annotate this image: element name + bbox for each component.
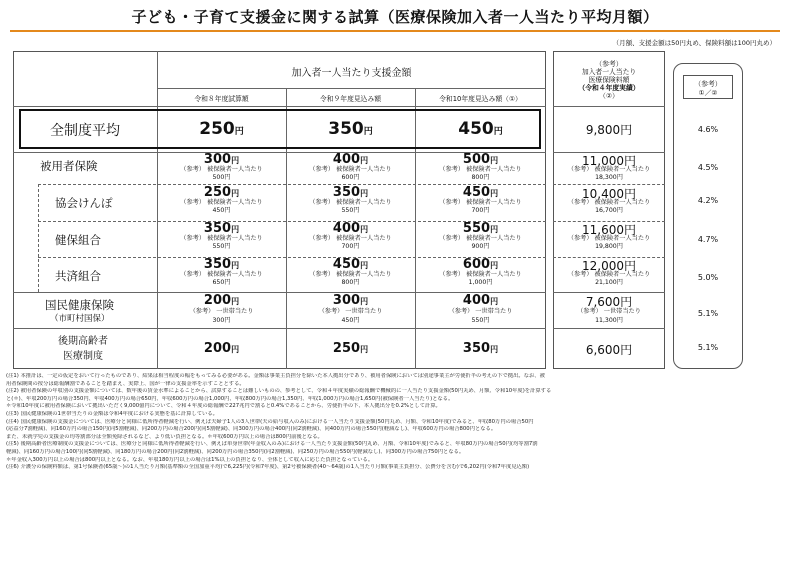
emp-s1-label: （参考） 被保険者一人当たり: [180, 166, 263, 173]
divider: [553, 106, 665, 107]
kyosai-s1-label: （参考） 被保険者一人当たり: [180, 271, 263, 278]
ref-kokuho-sub-label: （参考） 一世帯当たり: [577, 308, 641, 315]
kokuho-v3: 400円: [462, 293, 499, 308]
header-main: 加入者一人当たり支援金額: [291, 68, 412, 79]
header-col3: 令和10年度見込み額（①）: [439, 95, 522, 103]
ratio-column: [673, 63, 743, 369]
row-label-kyosai: 共済組合: [55, 269, 101, 283]
row-label-kyokai: 協会けんぽ: [55, 196, 113, 210]
row-label-koki: 後期高齢者: [58, 336, 108, 347]
ratio-kyokai: 4.2%: [697, 196, 719, 205]
divider: [157, 88, 546, 89]
kenpo-v1: 350円: [203, 221, 240, 236]
ref-kenpo-sub: 19,800円: [595, 243, 623, 250]
note-line: (注2) 被用者保険の年収別の支援金額については、数年後の賃金水準によることから、試算することは難しいものの、参考として、令和４年度実績の総報酬で機械的に一人当たり支援金額(50円丸め、月額、令和10年度)を計算する: [6, 388, 552, 395]
ref-emp-sub: 18,300円: [595, 174, 623, 181]
kokuho-v2: 300円: [332, 293, 369, 308]
ref-header-4: （令和４年度実績）: [578, 84, 640, 92]
kyokai-s2-label: （参考） 被保険者一人当たり: [309, 199, 392, 206]
row-label-all: 全制度平均: [50, 123, 120, 139]
emp-v3: 500円: [462, 152, 499, 167]
header-col2: 令和９年度見込み額: [319, 95, 382, 103]
note-line: ＊令和10年度に被用者保険において拠出いただく9,000億円について、令和４年度の総報酬で227兆円で割ると0.4%であることから、労使折半の下、本人拠出分を0.2%として計算。: [6, 403, 441, 410]
kyokai-s3-label: （参考） 被保険者一人当たり: [439, 199, 522, 206]
note-line: 軽減)、同160万円の場合100円(同5割軽減)、同180万円の場合200円(同2割軽減)、同200万円の場合350円(同2割軽減)、同250万円の場合550円(軽減なし)、同300万円の場合750円となる。: [6, 448, 465, 455]
kokuho-s1: 300円: [212, 317, 231, 324]
ref-kenpo: 11,600円: [582, 223, 636, 237]
emp-v1: 300円: [203, 152, 240, 167]
row-label-koki-sub: 医療制度: [63, 351, 103, 362]
ref-kokuho-sub: 11,300円: [595, 317, 623, 324]
all-v3: 450円: [458, 119, 503, 139]
footnotes: [6, 373, 782, 472]
kyosai-v1: 350円: [203, 257, 240, 272]
ref-header-5: （②）: [599, 92, 619, 100]
title-underline: [10, 30, 780, 32]
row-label-kenpo: 健保組合: [55, 233, 101, 247]
kyokai-s1: 450円: [212, 207, 231, 214]
kenpo-s3: 900円: [471, 243, 490, 250]
kokuho-s1-label: （参考） 一世帯当たり: [189, 308, 254, 315]
ratio-header-1: （参考）: [694, 80, 722, 88]
ref-kyosai-sub: 21,100円: [595, 279, 623, 286]
ratio-kyosai: 5.0%: [697, 273, 719, 282]
kenpo-v3: 550円: [462, 221, 499, 236]
ref-kyosai-sub-label: （参考） 被保険者一人当たり: [567, 271, 651, 278]
emp-s2: 600円: [341, 174, 360, 181]
kyosai-s3: 1,000円: [468, 279, 493, 286]
ref-kokuho: 7,600円: [585, 295, 633, 309]
unit-note: （月額、支援金額は50円丸め、保険料額は100円丸め）: [612, 39, 776, 47]
kyosai-s1: 650円: [212, 279, 231, 286]
koki-v2: 250円: [332, 341, 369, 356]
ratio-koki: 5.1%: [697, 343, 719, 352]
emp-s2-label: （参考） 被保険者一人当たり: [309, 166, 392, 173]
note-line: (注1) 本推計は、一定の仮定をおいて行ったものであり、結果は相当程度の幅をもってみる必要がある。金額は事業主負担分を除いた本人拠出分であり、被用者保険においては別途事業主が労使折半の考えの下で拠出。なお、被: [6, 373, 545, 379]
kyosai-v3: 600円: [462, 257, 499, 272]
ref-koki: 6,600円: [585, 343, 633, 357]
emp-s3-label: （参考） 被保険者一人当たり: [439, 166, 522, 173]
kenpo-s1-label: （参考） 被保険者一人当たり: [180, 235, 263, 242]
divider: [553, 328, 665, 329]
all-v2: 350円: [328, 119, 373, 139]
row-label-employee: 被用者保険: [40, 159, 98, 173]
emp-s1: 500円: [212, 174, 231, 181]
ref-kyokai-sub-label: （参考） 被保険者一人当たり: [567, 199, 651, 206]
title-bar: [0, 0, 790, 32]
ratio-kenpo: 4.7%: [697, 235, 719, 244]
note-line: (注5) 後期高齢者医療制度の支援金については、医療分と同様に低所得者軽減を行い、例えば単身世帯(年金収入のみ)における一人当たり支援金額(50円丸め、月額、令和10年度)でみると、年収80万円の場合50円(均等割7割: [6, 441, 538, 448]
note-line: 用者保険間の按分は総報酬割であることを踏まえ、実際上、国が一律の支援金率を示すこととする。: [6, 380, 245, 387]
row-label-kokuho: 国民健康保険: [45, 298, 114, 312]
ref-header-1: （参考）: [595, 60, 623, 68]
emp-v2: 400円: [332, 152, 369, 167]
kyokai-s1-label: （参考） 被保険者一人当たり: [180, 199, 263, 206]
ref-kyokai-sub: 16,700円: [595, 207, 623, 214]
header-col1: 令和８年度試算額: [194, 95, 249, 103]
kyokai-v1: 250円: [203, 185, 240, 200]
note-line: と(＊)、年収200万円の場合350円、年収400万円の場合650円、年収600万円の場合1,000円、年収800万円の場合1,350円、年収1,000万円の場合1,650円(被保険者一人当たり)となる。: [6, 395, 454, 402]
kyokai-s2: 550円: [341, 207, 360, 214]
emp-s3: 800円: [471, 174, 490, 181]
ratio-all: 4.6%: [697, 125, 719, 134]
ref-emp-sub-label: （参考） 被保険者一人当たり: [567, 166, 651, 173]
note-line: (応益分7割軽減)、同160万円の場合150円(同5割軽減)、同200万円の場合200円(同5割軽減)、同300万円の場合400円(同2割軽減)、同400万円の場合550円(軽減なし)、年収600万円の場合800円となる。: [6, 426, 497, 433]
kyokai-s3: 700円: [471, 207, 490, 214]
ref-header-2: 加入者一人当たり: [581, 68, 637, 76]
row-label-kokuho-sub: （市町村国保）: [50, 314, 110, 324]
kyosai-s2-label: （参考） 被保険者一人当たり: [309, 271, 392, 278]
note-line: (注3) 国民健康保険の1世帯当たりの金額は令和4年度における実態を基に計算している。: [6, 410, 218, 417]
note-line: また、未就学児の支援金の均等割部分は全額免除されるなど、より低い負担となる。＊年収600万円以上の場合は800円前後となる。: [6, 433, 323, 440]
note-line: (注4) 国民健康保険の支援金については、医療分と同様に低所得者軽減を行い、例えば夫婦子1人の3人世帯(夫の給与収入のみ)における一人当たり支援金額(50円丸め、月額、令和10年度)でみると、年収80万円の場合50円: [6, 418, 534, 425]
kyosai-s3-label: （参考） 被保険者一人当たり: [439, 271, 522, 278]
ref-header-3: 医療保険料額: [588, 76, 630, 84]
kokuho-v1: 200円: [203, 293, 240, 308]
ref-kyokai: 10,400円: [582, 187, 636, 201]
divider: [38, 184, 39, 292]
kyosai-v2: 450円: [332, 257, 369, 272]
kenpo-s2-label: （参考） 被保険者一人当たり: [309, 235, 392, 242]
ratio-header-2: ①／②: [698, 89, 718, 97]
kenpo-s2: 700円: [341, 243, 360, 250]
ref-kyosai: 12,000円: [582, 259, 636, 273]
kokuho-s2: 450円: [341, 317, 360, 324]
all-v1: 250円: [199, 119, 244, 139]
note-line: (注6) 介護分の保険料額は、第1号保険者(65歳～)の1人当たり月額(基準額の全国加重平均)で6,225円(令和7年度)、第2号被保険者(40～64歳)の1人当たり月額(事業主負担分、公費分を含む)で6,202円(令和7年度見込額): [6, 464, 530, 471]
page-title: 子ども・子育て支援金に関する試算（医療保険加入者一人当たり平均月額）: [131, 8, 659, 26]
kenpo-v2: 400円: [332, 221, 369, 236]
ref-emp: 11,000円: [582, 154, 636, 168]
ratio-kokuho: 5.1%: [697, 309, 719, 318]
kokuho-s3: 550円: [471, 317, 490, 324]
koki-v3: 350円: [462, 341, 499, 356]
ref-kenpo-sub-label: （参考） 被保険者一人当たり: [567, 235, 651, 242]
kokuho-s2-label: （参考） 一世帯当たり: [318, 308, 383, 315]
kyokai-v3: 450円: [462, 185, 499, 200]
kenpo-s1: 550円: [212, 243, 231, 250]
divider: [13, 328, 546, 329]
ref-all: 9,800円: [585, 123, 633, 137]
koki-v1: 200円: [203, 341, 240, 356]
note-line: ＊年金収入300万円以上の場合は800円以上となる。なお、年収180万円以上の場合は1%以上の負担となり、全体として収入に応じた負担となっている。: [6, 456, 374, 463]
kenpo-s3-label: （参考） 被保険者一人当たり: [439, 235, 522, 242]
kyosai-s2: 800円: [341, 279, 360, 286]
kokuho-s3-label: （参考） 一世帯当たり: [448, 308, 513, 315]
kyokai-v2: 350円: [332, 185, 369, 200]
ratio-emp: 4.5%: [697, 163, 719, 172]
divider: [13, 106, 546, 107]
